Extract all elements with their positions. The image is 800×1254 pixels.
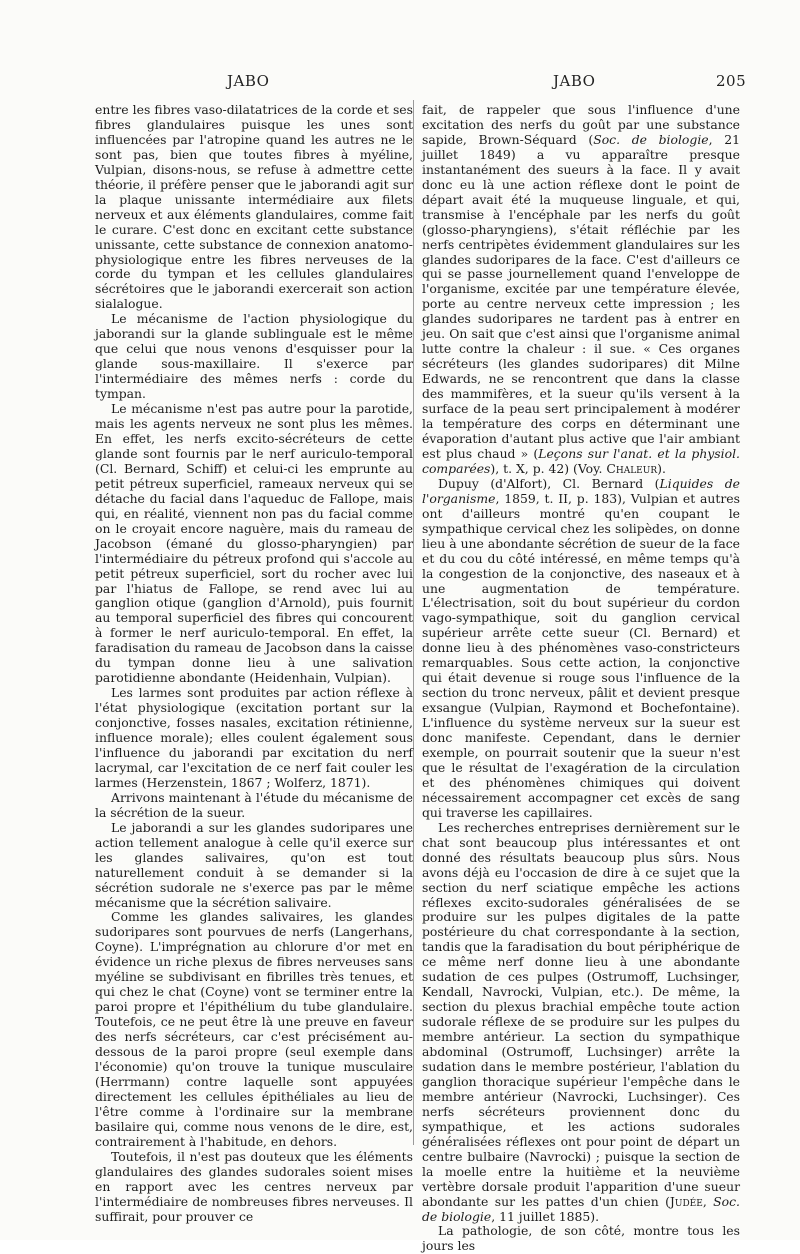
text-run: ). xyxy=(657,460,666,476)
paragraph: Les larmes sont produites par action réflexe à l'état physiologique (excitation portant sur la conjonctive, fosses nasales, excitation rétinienne, influence morale); elles coulent également sous l'influence du jaborandi par excitation du nerf lacrymal, car l'excitation de ce nerf fait couler les larmes (Herzenstein, 1867 ; Wolferz, 1871). xyxy=(95,685,413,790)
text-run: , xyxy=(702,1193,714,1209)
text-run: , 21 juillet 1849) a vu apparaître presque instantanément des sueurs à la face. Il y avait donc eu là une action réflexe dont le point de départ avait été la muqueuse linguale, et qui, transmise à l'encéphale par les nerfs du goût (glosso-pharyngiens), s'était réfléchie par les nerfs centripètes évidemment glandulaires sur les glandes sudoripares de la face. C'est d'ailleurs ce qui se passe journellement quand l'enveloppe de l'organisme, excitée par une température élevée, porte au centre nerveux cette impression ; les glandes sudoripares ne tardent pas à entrer en jeu. On sait que c'est ainsi que l'organisme animal lutte contre la chaleur : il sue. « Ces organes sécréteurs (les glandes sudoripares) dit Milne Edwards, ne se rencontrent que dans la classe des mammifères, et la sueur qu'ils versent à la surface de la peau sert principalement à modérer la température des corps en déterminant une évaporation d'autant plus active que l'air ambiant est plus chaud » ( xyxy=(422,131,740,461)
paragraph xyxy=(422,821,740,1225)
left-column xyxy=(95,103,413,1224)
paragraph: Le mécanisme n'est pas autre pour la parotide, mais les agents nerveux ne sont plus les mêmes. En effet, les nerfs excito-sécréteurs de cette glande sont fournis par le nerf auriculo-temporal (Cl. Bernard, Schiff) et celui-ci les emprunte au petit pétreux superficiel, rameaux nerveux qui se détache du facial dans l'aqueduc de Fallope, mais qui, en réalité, viennent non pas du facial comme on le croyait encore naguère, mais du rameau de Jacobson (émané du glosso-pharyngien) par l'intermédiaire du pétreux profond qui s'accole au petit pétreux superficiel, sort du rocher avec lui par l'hiatus de Fallope, se rend avec lui au ganglion otique (ganglion d'Arnold), puis fournit au temporal superficiel des fibres qui concourent à former le nerf auriculo-temporal. En effet, la faradisation du rameau de Jacobson dans la caisse du tympan donne lieu à une salivation parotidienne abondante (Heidenhain, Vulpian). xyxy=(95,401,413,686)
cross-reference: Chaleur xyxy=(606,460,658,476)
text-run: , 11 juillet 1885). xyxy=(491,1208,600,1224)
text-run: ), t. X, p. 42) (Voy. xyxy=(490,460,607,476)
author-name: Judée xyxy=(669,1193,703,1209)
text-run: Les recherches entreprises dernièrement sur le chat sont beaucoup plus intéressantes et ont donné des résultats beaucoup plus sûrs. Nous avons déjà eu l'occasion de dire à ce sujet que la section du nerf sciatique empêche les actions réflexes excito-sudorales généralisées de se produire sur les pulpes digitales de la patte postérieure du chat correspondante à la section, tandis que la faradisation du bout périphérique de ce même nerf donne lieu à une abondante sudation de ces pulpes (Ostrumoff, Luchsinger, Kendall, Navrocki, Vulpian, etc.). De même, la section du plexus brachial empêche toute action sudorale réflexe de se produire sur les pulpes du membre antérieur. La section du sympathique abdominal (Ostrumoff, Luchsinger) arrête la sudation dans le membre postérieur, l'ablation du ganglion thoracique supérieur l'empêche dans le membre antérieur (Navrocki, Luchsinger). Ces nerfs sécréteurs proviennent donc du sympathique, et les actions sudorales généralisées réflexes ont pour point de départ un centre bulbaire (Navrocki) ; puisque la section de la moelle entre la huitième et la neuvième vertèbre dorsale produit l'apparition d'une sueur abondante sur les pattes d'un chien ( xyxy=(422,819,740,1209)
paragraph: Toutefois, il n'est pas douteux que les éléments glandulaires des glandes sudorales soient mises en rapport avec les centres nerveux par l'intermédiaire de nombreuses fibres nerveuses. Il suffirait, pour prouver ce xyxy=(95,1148,413,1224)
citation-title: Soc. de biologie xyxy=(422,1193,740,1224)
running-head-right: JABO xyxy=(553,72,596,90)
citation-title: Soc. de biologie xyxy=(593,131,709,147)
paragraph: La pathologie, de son côté, montre tous les jours les xyxy=(422,1223,740,1254)
page-number: 205 xyxy=(716,72,747,90)
right-column xyxy=(422,103,740,1254)
citation-title: Liquides de l'organisme xyxy=(422,475,740,506)
paragraph: Le jaborandi a sur les glandes sudoripares une action tellement analogue à celle qu'il exerce sur les glandes salivaires, qu'on est tout naturellement conduit à se demander si la sécrétion sudorale ne s'exerce pas par le même mécanisme que la sécrétion salivaire. xyxy=(95,819,413,910)
text-run: , 1859, t. II, p. 183), Vulpian et autres ont d'ailleurs montré qu'en coupant le sympathique cervical chez les solipèdes, on donne lieu à une abondante sécrétion de sueur de la face et du cou du côté intéressé, en même temps qu'à la congestion de la conjonctive, des naseaux et à une augmentation de température. L'électrisation, soit du bout supérieur du cordon vago-sympathique, soit du ganglion cervical supérieur arrête cette sueur (Cl. Bernard) et donne lieu à des phénomènes vaso-constricteurs remarquables. Sous cette action, la conjonctive qui était devenue si rouge sous l'influence de la section du tronc nerveux, pâlit et devient presque exsangue (Vulpian, Raymond et Bochefontaine). L'influence du système nerveux sur la sueur est donc manifeste. Cependant, dans le dernier exemple, on pourrait soutenir que la sueur n'est que le résultat de l'exagération de la circulation et des phénomènes chimiques qui doivent nécessairement accompagner cet excès de sang qui traverse les capillaires. xyxy=(422,490,740,820)
text-run: fait, de rappeler que sous l'influence d'une excitation des nerfs du goût par une substance sapide, Brown-Séquard ( xyxy=(422,102,740,147)
running-head-left: JABO xyxy=(227,72,270,90)
paragraph: Arrivons maintenant à l'étude du mécanisme de la sécrétion de la sueur. xyxy=(95,789,413,820)
text-run: Dupuy (d'Alfort), Cl. Bernard ( xyxy=(438,475,660,491)
citation-title: Leçons sur l'anat. et la physiol. comparées xyxy=(422,445,740,476)
paragraph: Comme les glandes salivaires, les glandes sudoripares sont pourvues de nerfs (Langerhans, Coyne). L'imprégnation au chlorure d'or met en évidence un riche plexus de fibres nerveuses sans myéline se subdivisant en fibrilles très tenues, et qui chez le chat (Coyne) vont se terminer entre la paroi propre et l'épithélium du tube glandulaire. Toutefois, ce ne peut être là une preuve en faveur des nerfs sécréteurs, car c'est précisément au-dessous de la paroi propre (seul exemple dans l'économie) qu'on trouve la tunique musculaire (Herrmann) contre laquelle sont appuyées directement les cellules épithéliales au lieu de l'être comme à l'ordinaire sur la membrane basilaire qui, comme nous venons de le dire, est, contrairement à l'habitude, en dehors. xyxy=(95,909,413,1149)
paragraph xyxy=(422,477,740,821)
paragraph: entre les fibres vaso-dilatatrices de la corde et ses fibres glandulaires puisque les unes sont influencées par l'atropine quand les autres ne le sont pas, bien que toutes fibres à myéline, Vulpian, disons-nous, se refuse à admettre cette théorie, il préfère penser que le jaborandi agit sur la plaque unissante intermédiaire aux filets nerveux et aux éléments glandulaires, comme fait le curare. C'est donc en excitant cette substance unissante, cette substance de connexion anatomo-physiologique entre les fibres nerveuses de la corde du tympan et les cellules glandulaires sécrétoires que le jaborandi exercerait son action sialalogue. xyxy=(95,102,413,312)
paragraph: Le mécanisme de l'action physiologique du jaborandi sur la glande sublinguale est le même que celui que nous venons d'esquisser pour la glande sous-maxillaire. Il s'exerce par l'intermédiaire des mêmes nerfs : corde du tympan. xyxy=(95,311,413,402)
column-divider xyxy=(413,100,414,1145)
paragraph xyxy=(422,103,740,477)
